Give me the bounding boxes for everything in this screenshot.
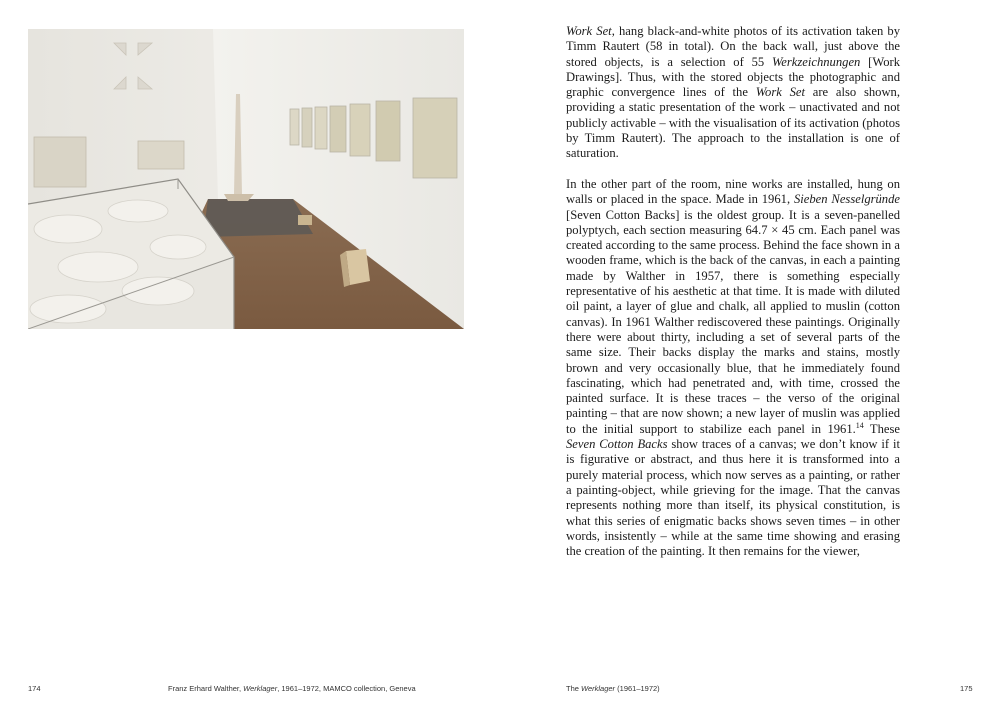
text-run: show traces of a canvas; we don’t know if it is figurative or abstract, and thus here it is transformed into a purely material process, which now serves as a painting, or rather a painting-object, while grieving for the image. That the canvas represents nothing more than itself, its physical constitution, is what this series of enigmatic backs shows seven times – in other words, insistently – while at the same time showing and erasing the creation of the painting. It then remains for the viewer, [566, 437, 900, 559]
caption-title: Werklager [243, 684, 278, 693]
work-title: Werkzeichnungen [771, 54, 861, 69]
text-run: are also shown, providing a static presentation of the work – unactivated and not publicly activable – with the visualisation of its activation (photos by Timm Rautert). The approach to the installation is one of saturation. [566, 85, 900, 161]
paragraph [566, 177, 900, 559]
running-head-text: The [566, 684, 582, 693]
running-head-text: (1961–1972) [615, 684, 660, 693]
caption-text: Franz Erhard Walther, [168, 684, 244, 693]
text-run: In the other part of the room, nine works are installed, hung on walls or placed in the space. Made in 1961, [566, 176, 900, 207]
right-page-number: 175 [960, 684, 973, 693]
work-title: Work Set [755, 85, 805, 100]
text-run: [Work Drawings]. Thus, with the stored objects the photographic and graphic convergence lines of the [566, 54, 900, 100]
work-title: Sieben Nesselgründe [793, 192, 900, 207]
text-run: [Seven Cotton Backs] is the oldest group. It is a seven-panelled polyptych, each section measuring 64.7 × 45 cm. Each panel was created according to the same process. Behind the face shown in a wooden frame, which is the back of the canvas, in each a painting made by Walther in 1957, there is something especially representative of his aesthetic at that time. It is made with diluted oil paint, a layer of glue and chalk, all applied to muslin (cotton canvas). In 1961 Walther rediscovered these paintings. Originally there were about thirty, including a set of several parts of the same size. Their backs display the marks and stains, mostly brown and very occasionally blue, that he immediately found fascinating, which had penetrated and, with time, crossed the painted surface. It is these traces – the verso of the original painting – that are now shown; a new layer of muslin was applied to the initial support to stabilize each panel in 1961. [566, 207, 900, 436]
work-title: Work Set [566, 24, 612, 38]
running-head [566, 684, 660, 693]
body-text [566, 24, 900, 559]
paragraph [566, 24, 900, 162]
installation-photo [28, 29, 464, 329]
left-page-number: 174 [28, 684, 41, 693]
text-run: , hang black-and-white photos of its activation taken by Timm Rautert (58 in total). On the back wall, just above the stored objects, is a selection of 55 [566, 24, 901, 69]
caption-text: , 1961–1972, MAMCO collection, Geneva [277, 684, 416, 693]
photo-caption [168, 684, 416, 693]
work-title: Seven Cotton Backs [566, 437, 668, 452]
running-head-title: Werklager [581, 684, 616, 693]
footnote-reference: 14 [855, 420, 864, 430]
text-run: These [863, 421, 900, 436]
installation-photo-drawing [28, 29, 464, 329]
